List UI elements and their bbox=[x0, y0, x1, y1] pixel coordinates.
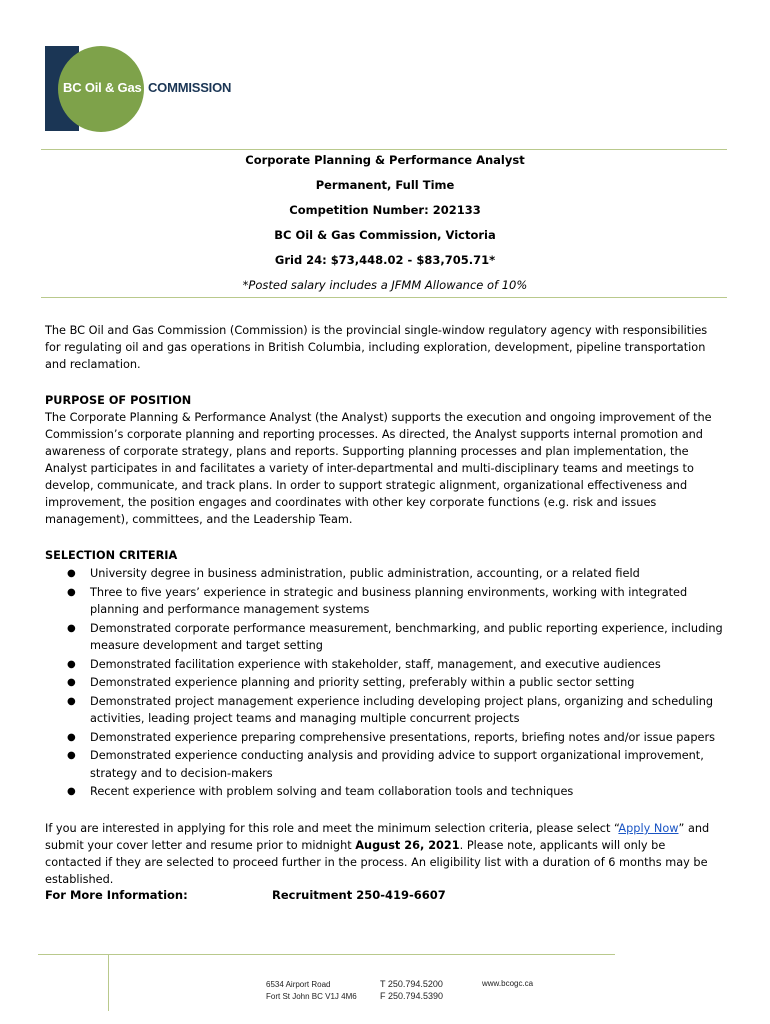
apply-now-link[interactable]: Apply Now bbox=[618, 822, 679, 835]
footer-vertical-rule bbox=[108, 955, 109, 1011]
list-item: ● Demonstrated experience preparing comprehensive presentations, reports, briefing notes and/or issue papers bbox=[45, 729, 725, 747]
selection-criteria-list bbox=[45, 565, 725, 802]
job-title: Corporate Planning & Performance Analyst bbox=[245, 153, 525, 167]
list-item: ● University degree in business administration, public administration, accounting, or a related field bbox=[45, 565, 725, 583]
job-location: BC Oil & Gas Commission, Victoria bbox=[274, 228, 496, 242]
bullet-icon: ● bbox=[67, 731, 76, 743]
header-bottom-rule bbox=[41, 297, 727, 298]
purpose-section bbox=[45, 392, 720, 528]
more-info-label: For More Information: bbox=[45, 888, 188, 902]
bc-oil-gas-commission-logo bbox=[45, 46, 245, 132]
bullet-icon: ● bbox=[67, 750, 76, 761]
salary-note: *Posted salary includes a JFMM Allowance of 10% bbox=[242, 278, 528, 292]
recruitment-contact: Recruitment 250-419-6607 bbox=[272, 888, 446, 902]
intro-paragraph: The BC Oil and Gas Commission (Commission) is the provincial single-window regulatory agency with responsibilities for regulating oil and gas operations in British Columbia, including exploration, development, pipeline transportation and reclamation. bbox=[45, 324, 708, 371]
purpose-paragraph: The Corporate Planning & Performance Analyst (the Analyst) supports the execution and ongoing improvement of the Commission’s corporate planning and reporting processes. As directed, the Analyst supports internal promotion and awareness of corporate strategy, plans and reports. Supporting planning processes and plan implementation, the Analyst participates in and facilitates a variety of inter-departmental and multi-disciplinary teams and meetings to develop, communicate, and track plans. In order to support strategic alignment, organizational effectiveness and improvement, the position engages and coordinates with other key corporate functions (e.g. risk and issues management), committees, and the Leadership Team. bbox=[45, 411, 712, 526]
application-deadline: August 26, 2021 bbox=[355, 839, 460, 852]
list-item: ● Demonstrated project management experience including developing project plans, organizing and scheduling activities, leading project teams and managing multiple concurrent projects bbox=[67, 694, 714, 725]
competition-number: Competition Number: 202133 bbox=[289, 203, 481, 217]
list-item: ● Recent experience with problem solving and team collaboration tools and techniques bbox=[45, 783, 725, 801]
footer-rule bbox=[38, 954, 615, 955]
bullet-icon: ● bbox=[67, 695, 76, 707]
bullet-icon: ● bbox=[67, 568, 76, 579]
list-item: ● Demonstrated experience planning and priority setting, preferably within a public sector setting bbox=[45, 674, 725, 692]
bullet-icon: ● bbox=[67, 586, 76, 598]
header-top-rule bbox=[41, 149, 727, 150]
bullet-icon: ● bbox=[67, 658, 76, 670]
bullet-icon: ● bbox=[67, 622, 76, 634]
list-item: ● Demonstrated experience conducting analysis and providing advice to support organizational improvement, strategy and to decision-makers bbox=[67, 749, 704, 780]
selection-heading: SELECTION CRITERIA bbox=[45, 549, 178, 562]
salary-grid: Grid 24: $73,448.02 - $83,705.71* bbox=[274, 253, 496, 267]
purpose-heading: PURPOSE OF POSITION bbox=[45, 394, 192, 407]
footer-website[interactable]: www.bcogc.ca bbox=[482, 979, 534, 988]
footer-phone-fax: T 250.794.5200 F 250.794.5390 bbox=[380, 979, 444, 1001]
bullet-icon: ● bbox=[67, 786, 76, 797]
footer-address: 6534 Airport Road Fort St John BC V1J 4M6 bbox=[266, 980, 357, 1001]
apply-paragraph: If you are interested in applying for this role and meet the minimum selection criteria, please select “Apply Now” and submit your cover letter and resume prior to midnight August 26, 2021. Please note, applicants will only be contacted if they are selected to proceed further in the process. An eligibility list with a duration of 6 months may be established. bbox=[45, 822, 710, 886]
list-item: ● Demonstrated facilitation experience with stakeholder, staff, management, and executive audiences bbox=[45, 656, 725, 674]
employment-type: Permanent, Full Time bbox=[315, 178, 455, 192]
logo-wordmark: BC Oil & Gas COMMISSION bbox=[63, 80, 232, 95]
bullet-icon: ● bbox=[67, 677, 76, 688]
list-item: ● Demonstrated corporate performance measurement, benchmarking, and public reporting experience, including measure development and target setting bbox=[67, 621, 723, 652]
list-item: ● Three to five years’ experience in strategic and business planning environments, working with integrated planning and performance management systems bbox=[67, 585, 688, 616]
